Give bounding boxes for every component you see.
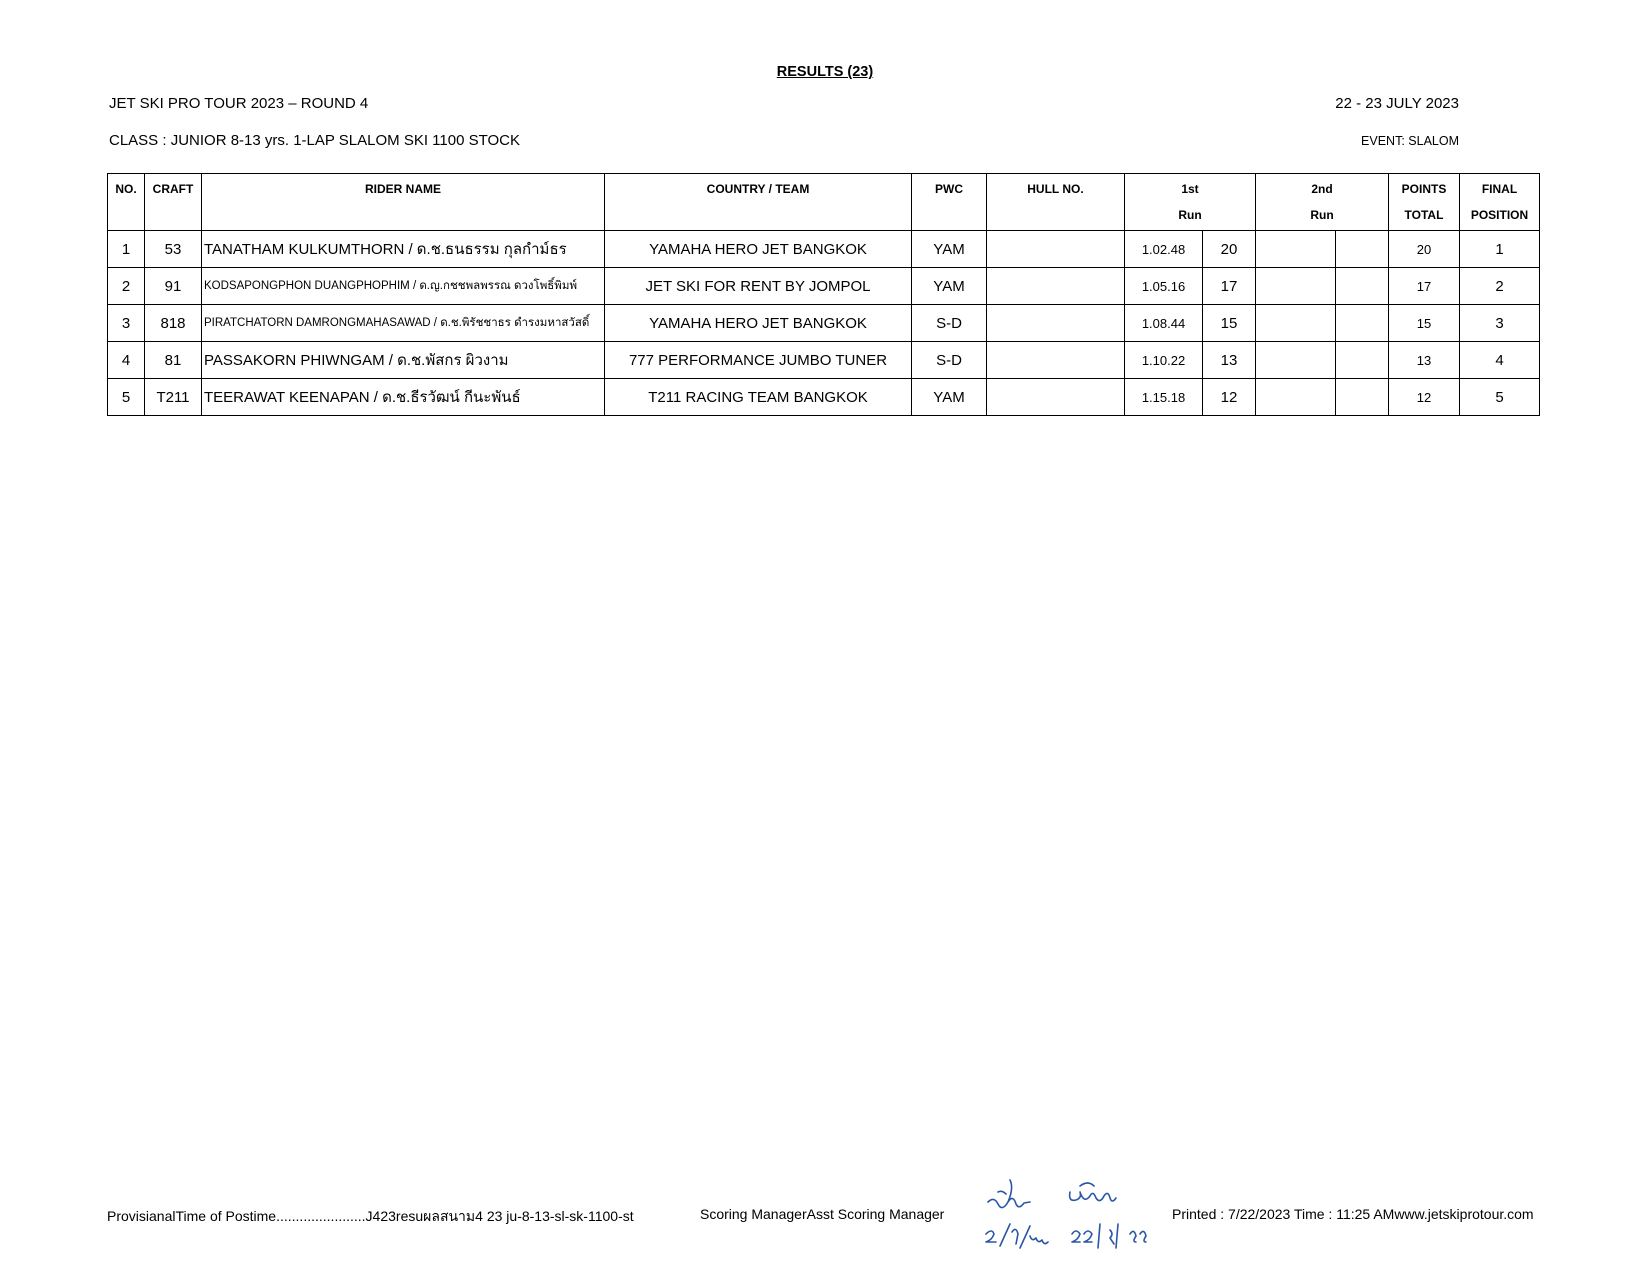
cell-hull-no	[987, 268, 1125, 305]
cell-hull-no	[987, 342, 1125, 379]
cell-final-position: 4	[1460, 342, 1540, 379]
cell-run2-points	[1336, 379, 1389, 416]
cell-run2-time	[1256, 231, 1336, 268]
cell-team: YAMAHA HERO JET BANGKOK	[605, 305, 912, 342]
cell-points-total: 12	[1389, 379, 1460, 416]
cell-run1-points: 13	[1203, 342, 1256, 379]
cell-run1-time: 1.15.18	[1125, 379, 1203, 416]
cell-craft: 81	[145, 342, 202, 379]
event-date: 22 - 23 JULY 2023	[1335, 95, 1459, 112]
cell-hull-no	[987, 305, 1125, 342]
cell-run1-time: 1.08.44	[1125, 305, 1203, 342]
cell-run1-points: 17	[1203, 268, 1256, 305]
cell-no: 2	[108, 268, 145, 305]
cell-team: YAMAHA HERO JET BANGKOK	[605, 231, 912, 268]
signature-1-stroke	[988, 1180, 1030, 1208]
header-final-position: FINAL POSITION	[1460, 174, 1540, 231]
cell-no: 3	[108, 305, 145, 342]
table-row	[108, 305, 1540, 342]
table-header-row	[108, 174, 1540, 231]
table-row	[108, 342, 1540, 379]
header-pwc: PWC	[912, 174, 987, 231]
event-title: JET SKI PRO TOUR 2023 – ROUND 4	[109, 95, 369, 112]
cell-pwc: S-D	[912, 305, 987, 342]
header-hull-no: HULL NO.	[987, 174, 1125, 231]
signature-2-date	[1072, 1224, 1146, 1248]
signature-2-stroke	[1070, 1183, 1116, 1201]
cell-hull-no	[987, 379, 1125, 416]
cell-pwc: YAM	[912, 231, 987, 268]
header-rider-name: RIDER NAME	[202, 174, 605, 231]
cell-craft: 91	[145, 268, 202, 305]
cell-run2-time	[1256, 268, 1336, 305]
class-line: CLASS : JUNIOR 8-13 yrs. 1-LAP SLALOM SKI 1100 STOCK	[109, 132, 520, 149]
cell-run2-points	[1336, 305, 1389, 342]
cell-points-total: 13	[1389, 342, 1460, 379]
signature-1-date	[986, 1224, 1048, 1248]
header-first-run: 1st Run	[1125, 174, 1256, 231]
cell-craft: T211	[145, 379, 202, 416]
cell-run2-points	[1336, 342, 1389, 379]
cell-final-position: 2	[1460, 268, 1540, 305]
results-table	[107, 173, 1540, 416]
cell-run1-points: 12	[1203, 379, 1256, 416]
footer-provisional	[107, 1206, 634, 1228]
table-row	[108, 268, 1540, 305]
cell-no: 1	[108, 231, 145, 268]
cell-run1-points: 20	[1203, 231, 1256, 268]
cell-hull-no	[987, 231, 1125, 268]
cell-rider-name: KODSAPONGPHON DUANGPHOPHIM / ด.ญ.กชชพลพรรณ ดวงโพธิ์พิมพ์	[202, 268, 605, 305]
cell-run2-points	[1336, 231, 1389, 268]
cell-points-total: 15	[1389, 305, 1460, 342]
header-country-team: COUNTRY / TEAM	[605, 174, 912, 231]
cell-no: 4	[108, 342, 145, 379]
cell-pwc: YAM	[912, 379, 987, 416]
cell-run1-points: 15	[1203, 305, 1256, 342]
cell-craft: 818	[145, 305, 202, 342]
cell-pwc: YAM	[912, 268, 987, 305]
cell-final-position: 3	[1460, 305, 1540, 342]
cell-run2-time	[1256, 305, 1336, 342]
cell-points-total: 20	[1389, 231, 1460, 268]
cell-final-position: 1	[1460, 231, 1540, 268]
cell-team: 777 PERFORMANCE JUMBO TUNER	[605, 342, 912, 379]
header-points-total: POINTS TOTAL	[1389, 174, 1460, 231]
cell-craft: 53	[145, 231, 202, 268]
cell-rider-name: PASSAKORN PHIWNGAM / ด.ช.พัสกร ผิวงาม	[202, 342, 605, 379]
header-craft: CRAFT	[145, 174, 202, 231]
cell-rider-name: PIRATCHATORN DAMRONGMAHASAWAD / ด.ช.พิรัชชาธร ดำรงมหาสวัสดิ์	[202, 305, 605, 342]
handwritten-signatures	[980, 1172, 1160, 1262]
cell-run2-time	[1256, 342, 1336, 379]
footer-provisional-text: ProvisianalTime of Postime.......................J423resu	[107, 1208, 424, 1224]
cell-run2-time	[1256, 379, 1336, 416]
header-no: NO.	[108, 174, 145, 231]
event-type: EVENT: SLALOM	[1361, 134, 1459, 148]
table-row	[108, 231, 1540, 268]
footer-printed: Printed : 7/22/2023 Time : 11:25 AMwww.jetskiprotour.com	[1172, 1206, 1534, 1222]
footer-managers: Scoring ManagerAsst Scoring Manager	[700, 1206, 945, 1222]
cell-team: JET SKI FOR RENT BY JOMPOL	[605, 268, 912, 305]
cell-pwc: S-D	[912, 342, 987, 379]
footer-file-thai: ผลสนาม	[423, 1208, 476, 1224]
cell-rider-name: TANATHAM KULKUMTHORN / ด.ช.ธนธรรม กุลกำม์ธร	[202, 231, 605, 268]
cell-run2-points	[1336, 268, 1389, 305]
cell-points-total: 17	[1389, 268, 1460, 305]
cell-run1-time: 1.02.48	[1125, 231, 1203, 268]
cell-team: T211 RACING TEAM BANGKOK	[605, 379, 912, 416]
cell-rider-name: TEERAWAT KEENAPAN / ด.ช.ธีรวัฒน์ กีนะพันธ์	[202, 379, 605, 416]
table-row	[108, 379, 1540, 416]
cell-no: 5	[108, 379, 145, 416]
cell-run1-time: 1.05.16	[1125, 268, 1203, 305]
cell-final-position: 5	[1460, 379, 1540, 416]
footer-file-rest: 4 23 ju-8-13-sl-sk-1100-st	[475, 1208, 634, 1224]
results-title: RESULTS (23)	[776, 64, 874, 80]
cell-run1-time: 1.10.22	[1125, 342, 1203, 379]
header-second-run: 2nd Run	[1256, 174, 1389, 231]
